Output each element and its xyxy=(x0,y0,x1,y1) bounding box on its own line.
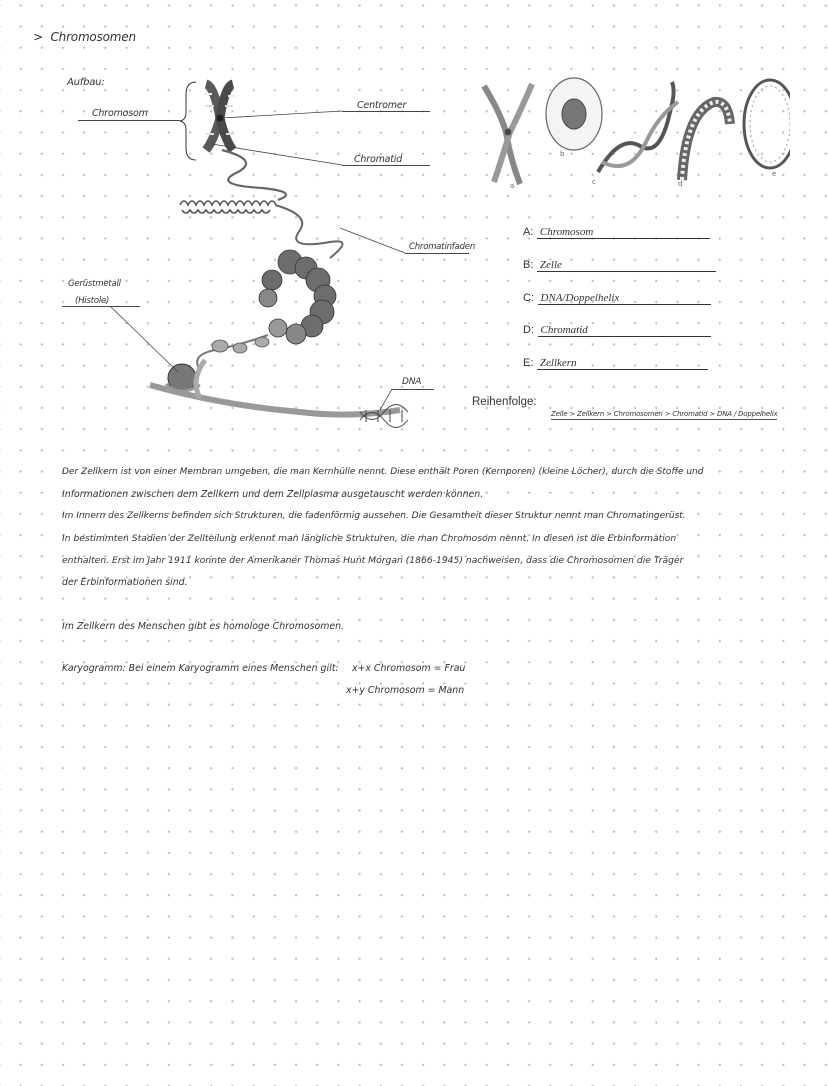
answer-row-a xyxy=(523,225,710,239)
answer-key-e: E: xyxy=(523,357,534,369)
answer-row-c xyxy=(523,291,711,305)
note-karyogramm: Karyogramm: Bei einem Karyogramm eines Menschen gilt: xyxy=(62,663,339,674)
dna-c-icon xyxy=(598,82,678,172)
paragraph-line-2: Informationen zwischen dem Zellkern und dem Zellplasma ausgetauscht werden können. xyxy=(62,489,484,500)
paragraph-line-3: Im Innern des Zellkerns befinden sich Strukturen, die fadenförmig aussehen. Die Gesamtheit dieser Struktur nennt man Chromatingerüst. xyxy=(62,511,686,521)
letter-d: d xyxy=(678,180,683,188)
bracket-icon xyxy=(180,82,196,160)
paragraph-line-5: enthalten. Erst im Jahr 1911 konnte der Amerikaner Thomas Hunt Morgan (1866-1945) nachweisen, dass die Chromosomen die Träger xyxy=(62,555,684,566)
letter-c: c xyxy=(592,178,596,186)
order-label: Reihenfolge: xyxy=(472,396,537,408)
page-title: Chromosomen xyxy=(50,30,136,44)
answer-value-c: DNA/Doppelhelix xyxy=(538,292,711,305)
answer-row-b xyxy=(523,258,716,272)
chromatin-fiber-icon xyxy=(259,250,336,344)
answer-key-b: B: xyxy=(523,259,534,271)
label-chromosom: Chromosom xyxy=(92,108,148,119)
answer-value-e: Zellkern xyxy=(537,357,708,370)
note-xy: x+y Chromosom = Mann xyxy=(346,685,465,696)
letter-e: e xyxy=(772,170,777,178)
answer-key-c: C: xyxy=(523,292,534,304)
answer-key-a: A: xyxy=(523,226,534,238)
answer-row-d xyxy=(523,323,711,337)
note-xx: x+x Chromosom = Frau xyxy=(352,663,466,674)
answer-value-b: Zelle xyxy=(537,259,716,272)
label-geruest-2: (Histole) xyxy=(75,296,110,306)
chromosome-a-icon xyxy=(484,84,532,184)
chromosome-x-icon xyxy=(204,84,236,150)
order-value: Zelle > Zellkern > Chromosomen > Chromatid > DNA / Doppelhelix xyxy=(551,410,778,418)
paragraph-line-6: der Erbinformationen sind. xyxy=(62,577,188,588)
letter-b: b xyxy=(560,150,565,158)
paragraph-line-1: Der Zellkern ist von einer Membran umgeben, die man Kernhülle nennt. Diese enthält Poren (Kernporen) (kleine Löcher), durch die Stoffe und xyxy=(62,467,704,477)
bullet-arrow: > xyxy=(33,30,43,44)
label-chromatinfaden: Chromatinfaden xyxy=(409,242,476,252)
chromatid-d-icon xyxy=(682,102,730,180)
label-dna: DNA xyxy=(402,377,422,387)
answer-value-a: Chromosom xyxy=(537,226,710,239)
coiled-chromatin-icon xyxy=(180,201,276,213)
answer-row-e xyxy=(523,356,708,370)
note-homolog: Im Zellkern des Menschen gibt es homologe Chromosomen. xyxy=(62,621,345,632)
label-chromatid: Chromatid xyxy=(354,154,403,165)
label-centromer: Centromer xyxy=(357,100,407,111)
letter-a: a xyxy=(510,182,515,190)
structures-sequence-diagram xyxy=(470,72,790,192)
label-geruest-1: Gerüstmetall xyxy=(68,279,121,289)
cell-b-icon xyxy=(546,78,602,150)
paragraph-line-4: In bestimmten Stadien der Zellteilung erkennt man längliche Strukturen, die man Chromosom nennt. In diesen ist die Erbinformation xyxy=(62,533,677,544)
nucleosome-icon xyxy=(212,337,269,353)
answer-key-d: D: xyxy=(523,324,534,336)
answer-value-d: Chromatid xyxy=(538,324,711,337)
nucleus-e-icon xyxy=(744,80,790,168)
section-label-aufbau: Aufbau: xyxy=(67,77,105,88)
